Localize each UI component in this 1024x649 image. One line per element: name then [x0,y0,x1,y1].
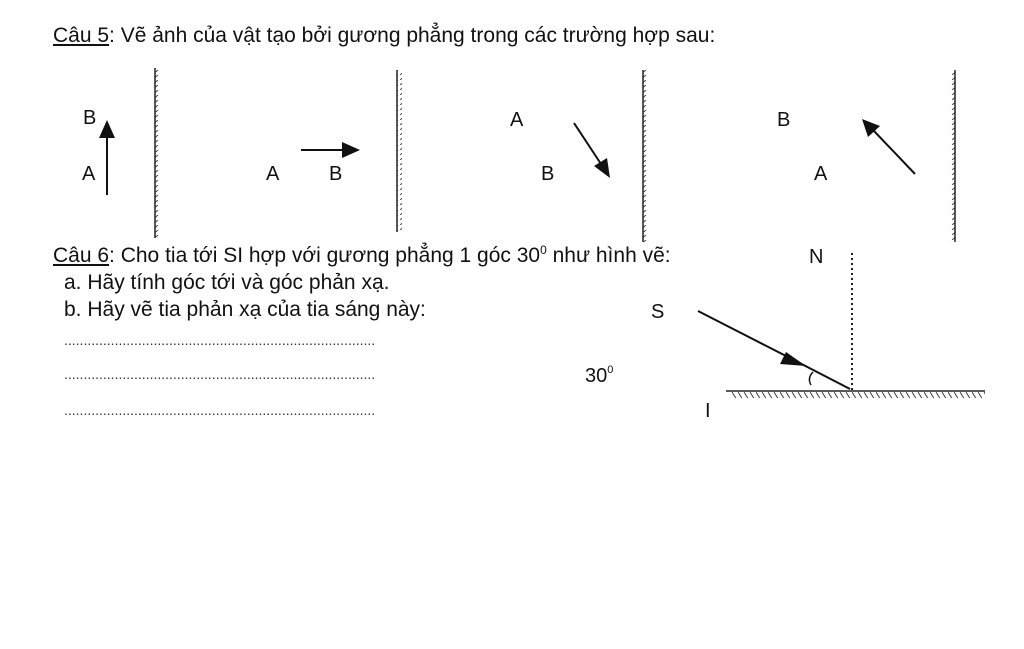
case-3-label-b: B [541,163,555,185]
incident-ray [698,311,790,358]
angle-unit: 0 [607,364,614,376]
angle-label [585,364,613,387]
case-3-figure [510,70,648,242]
arrow-head-3 [594,158,610,178]
object-ab-4 [874,131,915,174]
reflection-figure [585,246,985,422]
case-2-label-a: A [266,163,280,185]
question-6-text-end: như hình vẽ: [546,244,671,267]
question-5-text: : Vẽ ảnh của vật tạo bởi gương phẳng trong các trường hợp sau: [109,24,716,47]
label-s: S [651,301,665,323]
label-n: N [809,246,824,268]
label-i: I [705,400,711,422]
arrow-head-2 [342,142,360,158]
answer-line-3: ................................................................................ [64,402,376,418]
object-ab-3 [574,123,601,164]
mirror-q6 [730,392,985,398]
question-6-text: : Cho tia tới SI hợp với gương phẳng 1 góc 30 [109,244,541,267]
answer-line-1: ................................................................................ [64,332,376,348]
question-5-number: Câu 5 [53,24,110,47]
case-4-label-b: B [777,109,791,131]
question-6-item-a: a. Hãy tính góc tới và góc phản xạ. [64,271,390,294]
question-6-item-b: b. Hãy vẽ tia phản xạ của tia sáng này: [64,298,426,321]
answer-line-2: ................................................................................ [64,366,376,382]
case-4-figure [777,70,955,242]
arrow-head-1 [99,120,115,138]
case-1-label-b: B [83,107,97,129]
case-1-label-a: A [82,163,96,185]
case-4-label-a: A [814,163,828,185]
angle-arc [809,372,813,385]
case-2-figure [266,70,402,232]
angle-value: 30 [585,365,608,387]
case-2-label-b: B [329,163,343,185]
degree-mark: 0 [540,243,547,257]
question-6-number: Câu 6 [53,244,110,267]
case-3-label-a: A [510,109,524,131]
case-1-figure [82,68,160,238]
